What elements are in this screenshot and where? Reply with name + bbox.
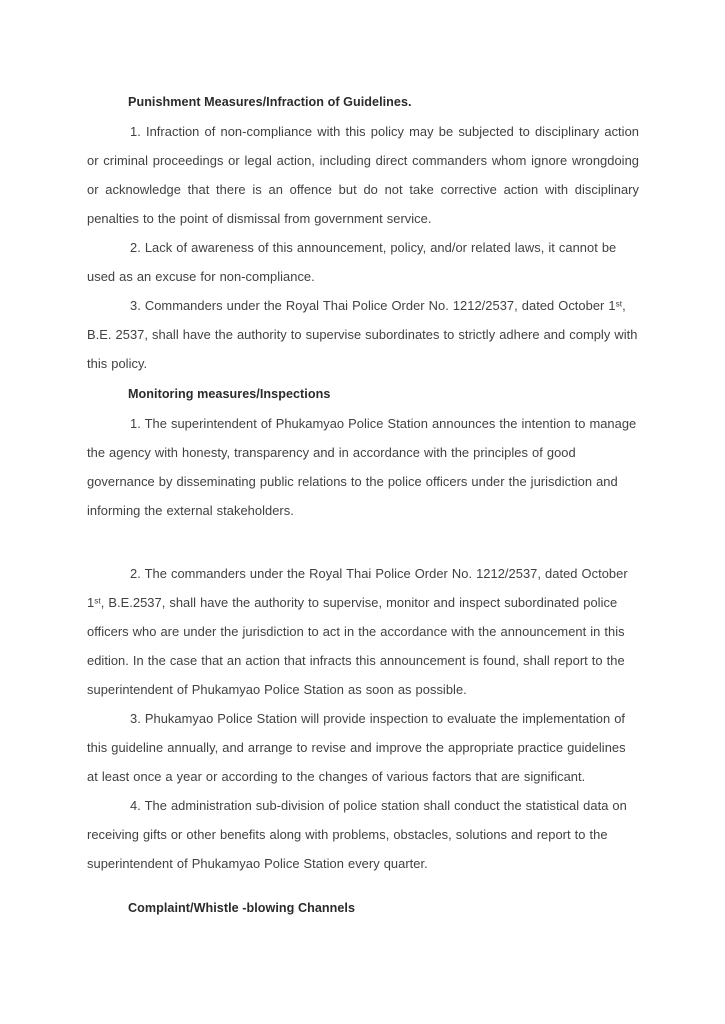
section-heading-complaint-channels: Complaint/Whistle -blowing Channels xyxy=(128,901,356,915)
paragraph-text: 3. Phukamyao Police Station will provide inspection to evaluate the implementation of this guideline annually, and arrange to revise and improve the appropriate practice guidelines at least once a year or according to the changes of various factors that are significant. xyxy=(87,711,626,784)
paragraph-monitoring-item-2 xyxy=(87,559,639,704)
paragraph-spacer xyxy=(87,525,639,559)
paragraph-punishment-item-2 xyxy=(87,233,639,291)
paragraph-text: 2. The commanders under the Royal Thai Police Order No. 1212/2537, dated October 1 xyxy=(87,566,628,610)
document-body xyxy=(87,88,639,923)
paragraph-text-continued: , B.E.2537, shall have the authority to supervise, monitor and inspect subordinated police officers who are under the jurisdiction to act in the accordance with the announcement in this edition. In the case that an action that infracts this announcement is found, shall report to the superintendent of Phukamyao Police Station as soon as possible. xyxy=(87,595,625,697)
paragraph-text: 3. Commanders under the Royal Thai Police Order No. 1212/2537, dated October 1 xyxy=(130,298,616,313)
section-heading-monitoring-measures: Monitoring measures/Inspections xyxy=(128,387,331,401)
paragraph-text-continued: , B.E. 2537, shall have the authority to supervise subordinates to strictly adhere and comply with this policy. xyxy=(87,298,638,371)
paragraph-punishment-item-1 xyxy=(87,117,639,233)
paragraph-text: 1. The superintendent of Phukamyao Police Station announces the intention to manage the agency with honesty, transparency and in accordance with the principles of good governance by disseminating public relations to the police officers under the jurisdiction and informing the external stakeholders. xyxy=(87,416,637,518)
paragraph-monitoring-item-1 xyxy=(87,409,639,525)
paragraph-text: 4. The administration sub-division of police station shall conduct the statistical data on receiving gifts or other benefits along with problems, obstacles, solutions and report to the superintendent of Phukamyao Police Station every quarter. xyxy=(87,798,627,871)
ordinal-suffix: st xyxy=(615,299,623,309)
paragraph-text: 1. Infraction of non-compliance with this policy may be subjected to disciplinary action or criminal proceedings or legal action, including direct commanders whom ignore wrongdoing or acknowledge that there is an offence but do not take corrective action with disciplinary penalties to the point of dismissal from government service. xyxy=(87,124,639,226)
section-spacer xyxy=(87,878,639,894)
paragraph-punishment-item-3 xyxy=(87,291,639,378)
paragraph-text: 2. Lack of awareness of this announcement, policy, and/or related laws, it cannot be used as an excuse for non-compliance. xyxy=(87,240,617,284)
ordinal-suffix: st xyxy=(94,596,101,606)
section-heading-punishment-measures: Punishment Measures/Infraction of Guidelines. xyxy=(128,95,412,109)
paragraph-monitoring-item-3 xyxy=(87,704,639,791)
paragraph-monitoring-item-4 xyxy=(87,791,639,878)
